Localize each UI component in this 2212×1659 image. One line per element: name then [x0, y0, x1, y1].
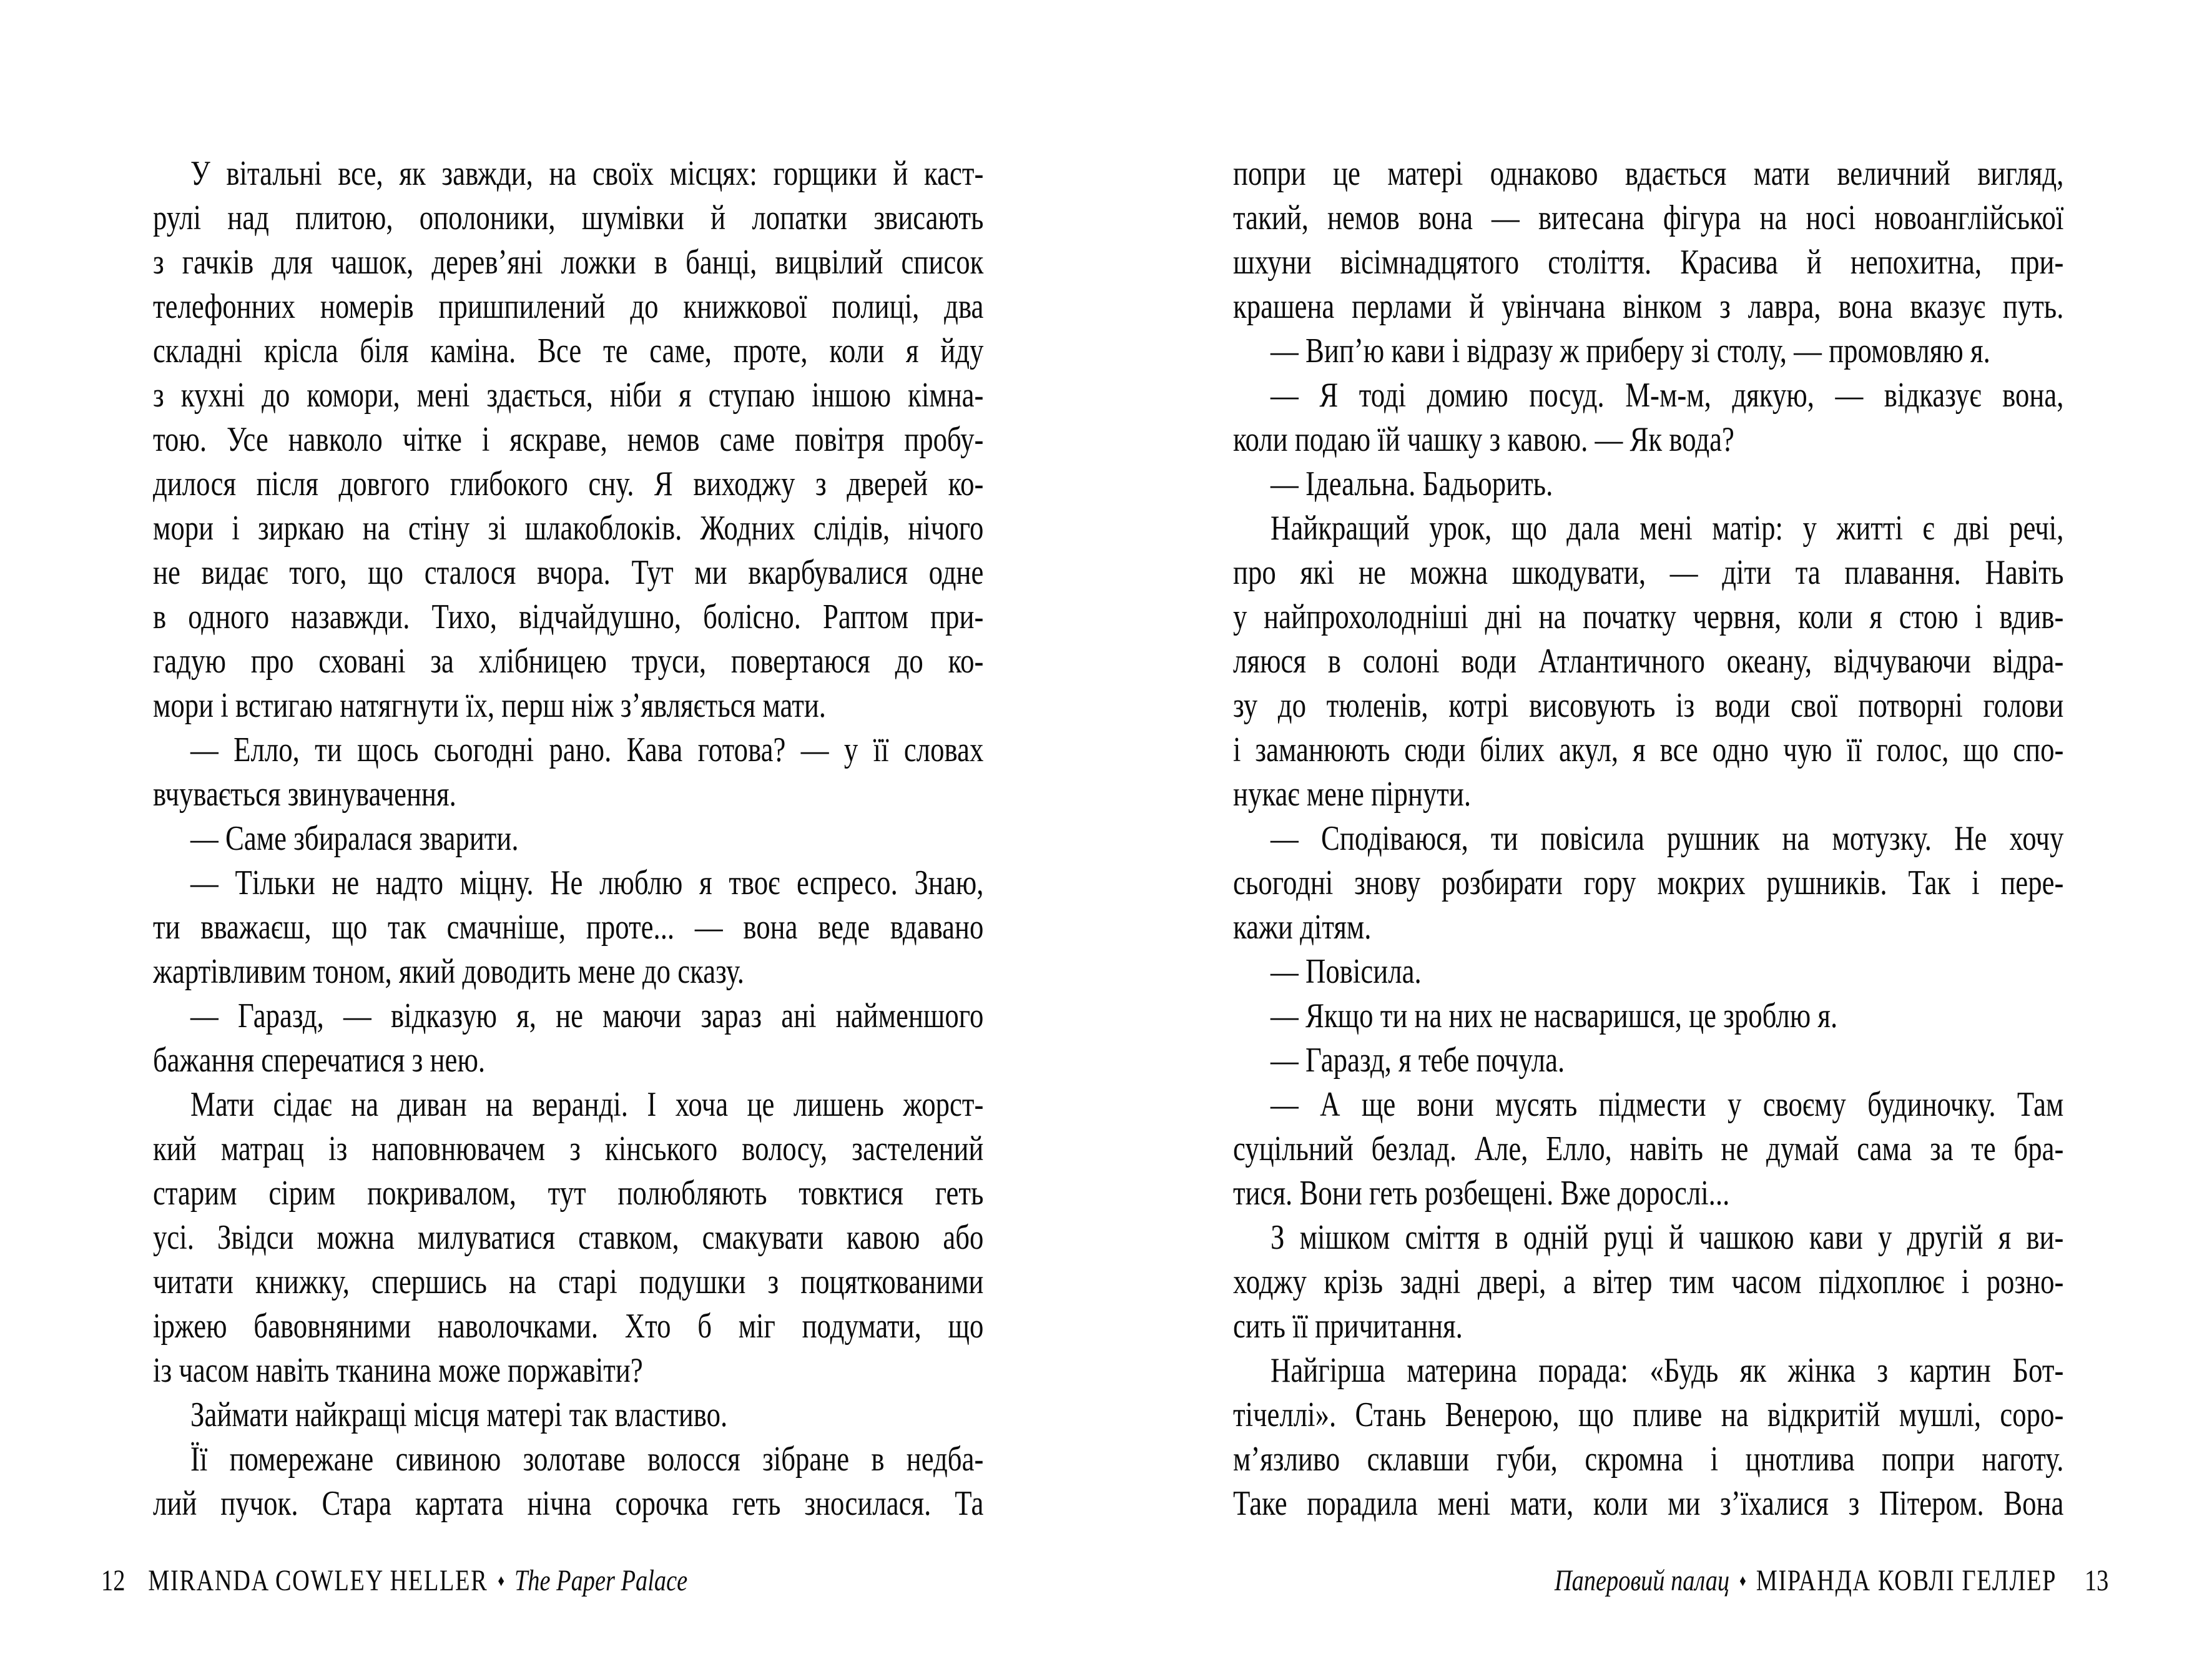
- text-line: — Тільки не надто міцну. Не люблю я твоє еспресо. Знаю,: [190, 864, 984, 902]
- text-line: гадую про сховані за хлібницею труси, повертаюся до ко-: [153, 642, 984, 681]
- text-line: мори і встигаю натягнути їх, перш ніж з’являється мати.: [153, 686, 826, 725]
- left-page-footer: [101, 1558, 687, 1603]
- text-line: не видає того, що сталося вчора. Тут ми вкарбувалися одне: [153, 553, 984, 592]
- text-line: коли подаю їй чашку з кавою. — Як вода?: [1233, 420, 1734, 459]
- text-line: попри це матері однаково вдається мати величний вигляд,: [1233, 154, 2064, 193]
- footer-book-title-uk: Паперовий палац: [1554, 1564, 1729, 1597]
- text-line: З мішком сміття в одній руці й чашкою кави у другій я ви-: [1271, 1218, 2064, 1257]
- running-title-right: [1555, 1564, 2057, 1597]
- text-line: старим сірим покривалом, тут полюбляють товктися геть: [153, 1174, 984, 1213]
- text-line: кий матрац із наповнювачем з кінського волосу, застелений: [153, 1130, 984, 1168]
- text-line: у найпрохолодніші дні на початку червня, коли я стою і вдив-: [1233, 598, 2064, 636]
- text-line: з кухні до комори, мені здається, ніби я ступаю іншою кімна-: [153, 376, 984, 415]
- text-line: тою. Усе навколо чітке і яскраве, немов саме повітря пробу-: [153, 420, 984, 459]
- right-page: [1106, 0, 2212, 1659]
- footer-book-title: The Paper Palace: [514, 1564, 688, 1597]
- text-line: сьогодні знову розбирати гору мокрих рушників. Так і пере-: [1233, 864, 2064, 902]
- text-line: — Ідеальна. Бадьорить.: [1271, 465, 1553, 503]
- text-line: нукає мене пірнути.: [1233, 775, 1472, 814]
- page-number-left: 12: [101, 1564, 125, 1597]
- text-line: — Повісила.: [1271, 952, 1422, 991]
- text-line: читати книжку, спершись на старі подушки з поцяткованими: [153, 1263, 984, 1301]
- text-line: — Вип’ю кави і відразу ж приберу зі столу, — промовляю я.: [1271, 332, 1990, 370]
- text-line: Її помережане сивиною золотаве волосся зібране в недба-: [190, 1440, 984, 1479]
- text-line: — Гаразд, — відказую я, не маючи зараз ані найменшого: [190, 997, 984, 1035]
- text-line: з гачків для чашок, дерев’яні ложки в банці, вицвілий список: [153, 243, 984, 282]
- text-line: кажи дітям.: [1233, 908, 1372, 947]
- text-line: — Гаразд, я тебе почула.: [1271, 1041, 1565, 1080]
- right-page-footer: [1555, 1558, 2108, 1603]
- text-line: Мати сідає на диван на веранді. І хоча це лишень жорст-: [190, 1085, 984, 1124]
- text-line: рулі над плитою, ополоники, шумівки й лопатки звисають: [153, 199, 984, 237]
- text-line: телефонних номерів пришпилений до книжкової полиці, два: [153, 287, 984, 326]
- text-line: бажання сперечатися з нею.: [153, 1041, 486, 1080]
- text-line: шхуни вісімнадцятого століття. Красива й непохитна, при-: [1233, 243, 2064, 282]
- text-line: суцільний безлад. Але, Елло, навіть не думай сама за те бра-: [1233, 1130, 2064, 1168]
- left-page-text: [153, 152, 983, 1526]
- text-line: м’язливо склавши губи, скромна і цнотлива попри наготу.: [1233, 1440, 2064, 1479]
- text-line: Найкращий урок, що дала мені матір: у житті є дві речі,: [1271, 509, 2064, 548]
- text-line: ляюся в солоні води Атлантичного океану, відчуваючи відра-: [1233, 642, 2064, 681]
- text-line: — А ще вони мусять підмести у своєму будиночку. Там: [1271, 1085, 2064, 1124]
- text-line: крашена перлами й увінчана вінком з лавра, вона вказує путь.: [1233, 287, 2064, 326]
- text-line: — Саме збиралася зварити.: [190, 819, 519, 858]
- text-line: такий, немов вона — витесана фігура на носі новоанглійської: [1233, 199, 2064, 237]
- running-title-left: [148, 1564, 687, 1597]
- right-page-text: [1233, 152, 2063, 1526]
- text-line: із часом навіть тканина може поржавіти?: [153, 1351, 643, 1390]
- text-line: Найгірша материна порада: «Будь як жінка з картин Бот-: [1271, 1351, 2064, 1390]
- text-line: мори і зиркаю на стіну зі шлакоблоків. Жодних слідів, нічого: [153, 509, 984, 548]
- text-line: Таке порадила мені мати, коли ми з’їхалися з Пітером. Вона: [1233, 1484, 2064, 1523]
- text-line: зу до тюленів, котрі висовують із води свої потворні голови: [1233, 686, 2064, 725]
- text-line: Займати найкращі місця матері так властиво.: [190, 1396, 728, 1434]
- text-line: ти вважаєш, що так смачніше, проте... — вона веде вдавано: [153, 908, 984, 947]
- text-line: сить її причитання.: [1233, 1307, 1463, 1346]
- text-line: і заманюють сюди білих акул, я все одно чую її голос, що спо-: [1233, 731, 2064, 769]
- text-line: тися. Вони геть розбещені. Вже дорослі...: [1233, 1174, 1730, 1213]
- text-line: ходжу крізь задні двері, а вітер тим часом підхоплює і розно-: [1233, 1263, 2064, 1301]
- text-line: — Елло, ти щось сьогодні рано. Кава готова? — у її словах: [190, 731, 984, 769]
- text-line: складні крісла біля каміна. Все те саме, проте, коли я йду: [153, 332, 984, 370]
- text-line: — Якщо ти на них не насваришся, це зроблю я.: [1271, 997, 1838, 1035]
- diamond-separator: ♦: [498, 1572, 504, 1590]
- page-number-right: 13: [2084, 1564, 2108, 1597]
- footer-author-uk: МІРАНДА КОВЛІ ГЕЛЛЕР: [1756, 1564, 2057, 1597]
- text-line: іржею бавовняними наволочками. Хто б міг подумати, що: [153, 1307, 984, 1346]
- text-line: — Я тоді домию посуд. М-м-м, дякую, — відказує вона,: [1271, 376, 2064, 415]
- text-line: усі. Звідси можна милуватися ставком, смакувати кавою або: [153, 1218, 984, 1257]
- text-line: жартівливим тоном, який доводить мене до сказу.: [153, 952, 744, 991]
- footer-author: MIRANDA COWLEY HELLER: [148, 1564, 488, 1597]
- diamond-separator: ♦: [1739, 1572, 1746, 1590]
- text-line: про які не можна шкодувати, — діти та плавання. Навіть: [1233, 553, 2064, 592]
- text-line: У вітальні все, як завжди, на своїх місцях: горщики й каст-: [190, 154, 984, 193]
- text-line: вчувається звинувачення.: [153, 775, 456, 814]
- text-line: тічеллі». Стань Венерою, що пливе на відкритій мушлі, соро-: [1233, 1396, 2064, 1434]
- text-line: в одного назавжди. Тихо, відчайдушно, болісно. Раптом при-: [153, 598, 984, 636]
- text-line: дилося після довгого глибокого сну. Я виходжу з дверей ко-: [153, 465, 984, 503]
- text-line: лий пучок. Стара картата нічна сорочка геть зносилася. Та: [153, 1484, 984, 1523]
- text-line: — Сподіваюся, ти повісила рушник на мотузку. Не хочу: [1271, 819, 2064, 858]
